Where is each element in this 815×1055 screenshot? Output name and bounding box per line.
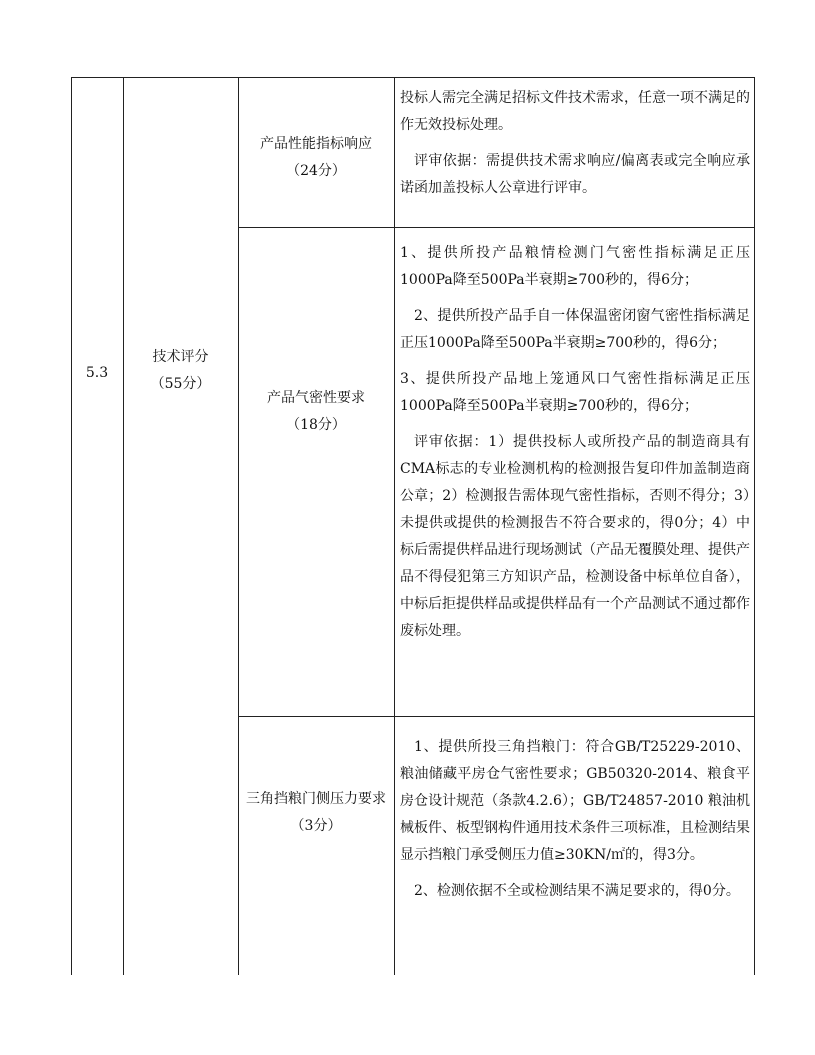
item-points: （18分） (286, 417, 346, 433)
category-name: 技术评分 (152, 349, 209, 365)
row-divider-1 (238, 227, 755, 228)
item-name-cell (238, 131, 394, 185)
item-name: 产品气密性要求 (267, 390, 365, 406)
item-points: （3分） (290, 818, 342, 834)
section-number: 5.3 (85, 365, 109, 381)
criteria-paragraph: 3、提供所投产品地上笼通风口气密性指标满足正压1000Pa降至500Pa半衰期≥700秒的，得6分； (400, 371, 750, 414)
criteria-cell (400, 240, 750, 645)
item-points: （24分） (286, 163, 346, 179)
criteria-paragraph: 2、提供所投产品手自一体保温密闭窗气密性指标满足正压1000Pa降至500Pa半衰期≥700秒的，得6分； (400, 308, 750, 351)
criteria-paragraph: 1、提供所投三角挡粮门：符合GB/T25229-2010、粮油储藏平房仓气密性要求；GB50320-2014、粮食平房仓设计规范（条款4.2.6）；GB/T24857-2010 粮油机械板件、板型钢构件通用技术条件三项标准，且检测结果显示挡粮门承受侧压力值≥30KN/㎡的，得3分。 (400, 739, 750, 863)
category-points: （55分） (150, 376, 211, 392)
criteria-paragraph: 1、提供所投产品粮情检测门气密性指标满足正压1000Pa降至500Pa半衰期≥700秒的，得6分； (400, 245, 750, 288)
item-name-cell (238, 786, 394, 840)
table-column-divider-1 (123, 77, 124, 975)
table-column-divider-2 (238, 77, 239, 975)
table-border-top (71, 77, 755, 78)
item-name-cell (238, 385, 394, 439)
row-divider-2 (238, 716, 755, 717)
criteria-cell (400, 85, 750, 202)
criteria-paragraph: 评审依据：需提供技术需求响应/偏离表或完全响应承诺函加盖投标人公章进行评审。 (400, 153, 750, 196)
item-name: 三角挡粮门侧压力要求 (246, 791, 386, 807)
criteria-paragraph: 投标人需完全满足招标文件技术需求，任意一项不满足的作无效投标处理。 (400, 90, 750, 133)
table-border-right (754, 77, 755, 975)
criteria-paragraph: 2、检测依据不全或检测结果不满足要求的，得0分。 (414, 883, 740, 899)
criteria-cell (400, 734, 750, 905)
table-border-left (71, 77, 72, 975)
item-name: 产品性能指标响应 (260, 136, 372, 152)
category-cell (123, 344, 238, 398)
criteria-paragraph: 评审依据：1）提供投标人或所投产品的制造商具有CMA标志的专业检测机构的检测报告复印件加盖制造商公章；2）检测报告需体现气密性指标，否则不得分；3）未提供或提供的检测报告不符合要求的，得0分；4）中标后需提供样品进行现场测试（产品无覆膜处理、提供产品不得侵犯第三方知识产品，检测设备中标单位自备），中标后拒提供样品或提供样品有一个产品测试不通过都作废标处理。 (400, 434, 750, 639)
table-column-divider-3 (394, 77, 395, 975)
